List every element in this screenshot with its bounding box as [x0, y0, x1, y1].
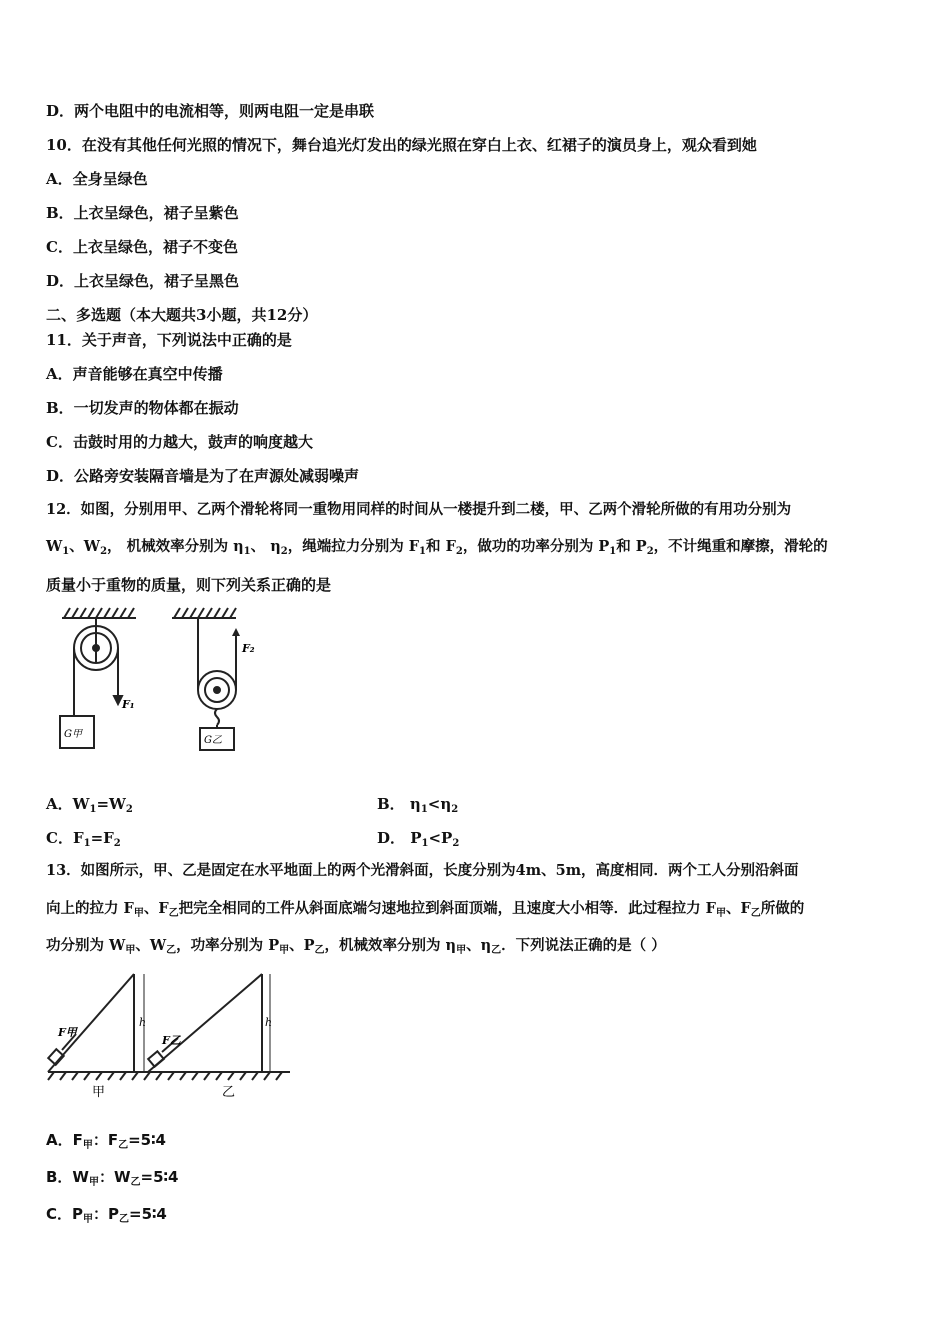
weight-yi-label: G乙	[204, 735, 222, 746]
q12-stem-line1: 12．如图，分别用甲、乙两个滑轮将同一重物用同样的时间从一楼提升到二楼，甲、乙两个滑轮所做的有用功分别为	[46, 501, 792, 518]
q12-option-d: D． $P_1<P_2$	[377, 829, 460, 849]
q11-stem: 11．关于声音，下列说法中正确的是	[46, 331, 292, 349]
q10-option-b: B．上衣呈绿色，裙子呈紫色	[46, 204, 239, 222]
q13-stem-line2: 向上的拉力 $F_甲$、$F_乙$把完全相同的工件从斜面底端匀速地拉到斜面顶端，且速度大小相等．此过程拉力 $F_甲$、$F_乙$所做的	[46, 900, 805, 919]
section-title: 二、多选题（本大题共3小题，共12分）	[46, 306, 318, 324]
ceiling-right	[172, 608, 236, 618]
incline-jia	[48, 974, 147, 1072]
ceiling-left	[62, 608, 136, 618]
q13-stem-line3: 功分别为 $W_甲$、$W_乙$，功率分别为 $P_甲$、$P_乙$，机械效率分别为 $\eta_甲$、$\eta_乙$．下列说法正确的是（ ）	[46, 937, 666, 956]
q10-option-c: C．上衣呈绿色，裙子不变色	[46, 238, 238, 256]
f1-arrow	[114, 696, 122, 704]
q13-stem-line1: 13．如图所示，甲、乙是固定在水平地面上的两个光滑斜面，长度分别为4m、5m，高度相同．两个工人分别沿斜面	[46, 862, 799, 879]
q12-stem-line3: 质量小于重物的质量，则下列关系正确的是	[46, 576, 332, 594]
ground	[48, 1072, 290, 1080]
q11-option-a: A．声音能够在真空中传播	[46, 365, 223, 383]
pulley-figure	[50, 604, 270, 764]
q12-stem-line2: $W_1$、$W_2$， 机械效率分别为 $\eta_1$、 $\eta_2$，绳端拉力分别为 $F_1$和 $F_2$，做功的功率分别为 $P_1$和 $P_2$，不计绳重和摩擦，滑轮的	[46, 538, 828, 557]
f-jia-label: F甲	[58, 1026, 77, 1039]
incline-figure	[44, 968, 294, 1103]
movable-pulley	[198, 618, 236, 728]
q10-stem: 10．在没有其他任何光照的情况下，舞台追光灯发出的绿光照在穿白上衣、红裙子的演员身上，观众看到她	[46, 136, 757, 154]
q12-option-b: B． $\eta_1<\eta_2$	[377, 795, 459, 815]
fixed-pulley	[74, 618, 118, 716]
q12-option-c: C．$F_1=F_2$	[46, 829, 121, 849]
q11-option-c: C．击鼓时用的力越大，鼓声的响度越大	[46, 433, 313, 451]
q11-option-b: B．一切发声的物体都在振动	[46, 399, 239, 417]
q10-option-d: D．上衣呈绿色，裙子呈黑色	[46, 272, 240, 290]
h-label-jia: h	[139, 1016, 147, 1029]
q10-option-a: A．全身呈绿色	[46, 170, 148, 188]
f1-label: F₁	[122, 698, 135, 711]
f2-label: F₂	[242, 642, 255, 655]
label-yi: 乙	[222, 1085, 236, 1100]
incline-yi	[148, 974, 273, 1072]
q13-option-b: B．$W_甲$：$W_乙=5∶4$	[46, 1168, 179, 1188]
f-yi-label: F乙	[162, 1034, 181, 1047]
label-jia: 甲	[92, 1085, 106, 1100]
q12-option-a: A．$W_1=W_2$	[46, 795, 133, 815]
q11-option-d: D．公路旁安装隔音墙是为了在声源处减弱噪声	[46, 467, 360, 485]
weight-jia-label: G甲	[64, 729, 82, 740]
f2-arrow	[232, 628, 240, 636]
q13-option-c: C．$P_甲$：$P_乙=5∶4$	[46, 1205, 167, 1225]
q9-option-d: D．两个电阻中的电流相等，则两电阻一定是串联	[46, 102, 375, 120]
h-label-yi: h	[265, 1016, 273, 1029]
q13-option-a: A．$F_甲$：$F_乙=5∶4$	[46, 1131, 166, 1151]
